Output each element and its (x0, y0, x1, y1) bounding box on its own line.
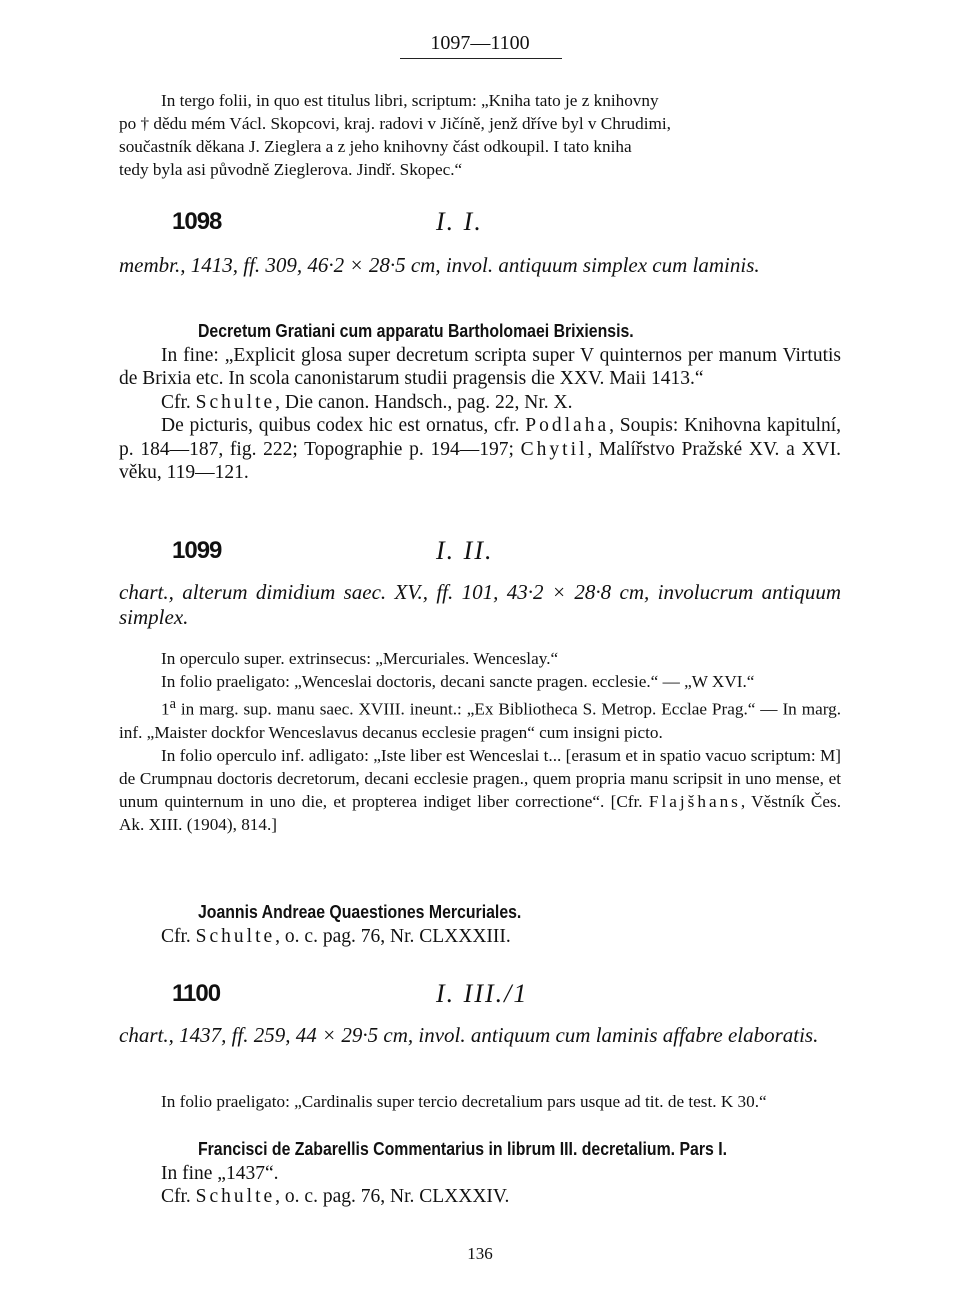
note-paragraph (119, 744, 841, 836)
note-text: in marg. sup. manu saec. XVIII. ineunt.: „Ex Bibliotheca S. Metrop. Ecclae Prag.“ — In marg. inf. „Maister dockfor Wenceslavus decanus ecclesie pragen“ cum insigni picto. (119, 699, 841, 742)
intro-note (119, 89, 841, 181)
entry-body (119, 1138, 841, 1209)
work-title: Joannis Andreae Quaestiones Mercuriales. (197, 902, 522, 922)
folio-number: 1 (161, 699, 170, 719)
note-paragraph: In folio praeligato: „Cardinalis super tercio decretalium pars usque ad tit. de test. K 30.“ (161, 1092, 767, 1111)
pictures-text: , Malířstvo Pražské XV. a XVI. věku, 119—121. (119, 438, 842, 483)
reference-author: Schulte (195, 925, 276, 947)
shelf-signature: I. III./1 (436, 979, 529, 1008)
shelf-signature: I. II. (436, 536, 494, 565)
entry-notes (119, 1090, 841, 1113)
note-paragraph: In folio praeligato: „Wenceslai doctoris, decani sancte pragen. ecclesie.“ — „W XVI.“ (161, 672, 755, 691)
pictures-text: De picturis, quibus codex hic est ornatus, cfr. (161, 415, 520, 436)
pictures-note (119, 414, 841, 485)
page-number: 136 (467, 1244, 493, 1263)
reference-author: Chytil (520, 438, 588, 460)
shelf-signature: I. I. (436, 207, 483, 236)
entry-number: 1098 (172, 208, 222, 235)
explicit-note: In fine „1437“. (161, 1162, 279, 1184)
reference-line (119, 391, 841, 415)
intro-line: In tergo folii, in quo est titulus libri, scriptum: „Kniha tato je z knihovny (161, 91, 659, 110)
entry-body (119, 320, 841, 485)
work-title: Decretum Gratiani cum apparatu Bartholomaei Brixiensis. (197, 321, 634, 341)
reference-author: Schulte (195, 391, 276, 413)
explicit-note: In fine: „Explicit glosa super decretum scripta super V quinternos per manum Virtutis de Brixia etc. In scola canonistarum studii pragensis die XXV. Maii 1413.“ (119, 344, 841, 389)
reference-author: Schulte (195, 1186, 276, 1207)
work-title-line (119, 901, 841, 925)
work-title-line (119, 1138, 841, 1162)
entry-number: 1099 (172, 537, 222, 564)
note-paragraph: In operculo super. extrinsecus: „Mercuriales. Wenceslay.“ (161, 649, 559, 668)
note-paragraph (119, 693, 841, 744)
codex-description: chart., 1437, ff. 259, 44 × 29·5 cm, invol. antiquum cum laminis affabre elaboratis. (119, 1023, 819, 1047)
reference-text: , o. c. pag. 76, Nr. CLXXXIII. (275, 925, 511, 947)
work-title-line (119, 320, 841, 344)
pictures-text: , Soupis: Knihovna kapitulní, p. 184—187, fig. 222; Topographie p. 194—197; (119, 415, 842, 460)
reference-prefix: Cfr. (161, 1186, 191, 1207)
note-text: In folio operculo inf. adligato: „Iste liber est Wenceslai t... [erasum et in spatio vacuo scriptum: M] de Crumpnau doctoris decretorum, decani ecclesie pragen., quem propria manu scripsit in uno mense, et unum quinternum in uno die, et propterea indiget liber correctione“. [Cfr. (119, 745, 841, 811)
header-rule (400, 58, 562, 59)
codex-description: chart., alterum dimidium saec. XV., ff. 101, 43·2 × 28·8 cm, involucrum antiquum simplex. (119, 580, 841, 629)
intro-line: součastník děkana J. Zieglera a z jeho knihovny část odkoupil. I tato kniha (119, 137, 632, 156)
folio-side: a (169, 696, 176, 712)
reference-text: , Die canon. Handsch., pag. 22, Nr. X. (275, 391, 573, 413)
codex-description: membr., 1413, ff. 309, 46·2 × 28·5 cm, invol. antiquum simplex cum laminis. (119, 253, 760, 277)
entry-number: 1100 (172, 980, 221, 1007)
entry-notes (119, 647, 841, 836)
reference-text: , o. c. pag. 76, Nr. CLXXXIV. (275, 1186, 510, 1207)
work-title: Francisci de Zabarellis Commentarius in librum III. decretalium. Pars I. (197, 1139, 728, 1159)
page-header: 1097—1100 (430, 32, 530, 54)
entry-body (119, 901, 841, 948)
note-text: , Věstník Čes. Ak. XIII. (1904), 814.] (119, 791, 841, 834)
reference-prefix: Cfr. (161, 925, 191, 947)
reference-line (119, 925, 841, 949)
reference-author: Podlaha (525, 415, 610, 436)
intro-line: tedy byla asi původně Zieglerova. Jindř. Skopec.“ (119, 160, 463, 179)
reference-prefix: Cfr. (161, 391, 191, 413)
reference-line (119, 1185, 841, 1209)
intro-line: po † dědu mém Václ. Skopcovi, kraj. radovi v Jičíně, jenž dříve byl v Chrudimi, (119, 114, 671, 133)
reference-author: Flajšhans (648, 791, 741, 811)
